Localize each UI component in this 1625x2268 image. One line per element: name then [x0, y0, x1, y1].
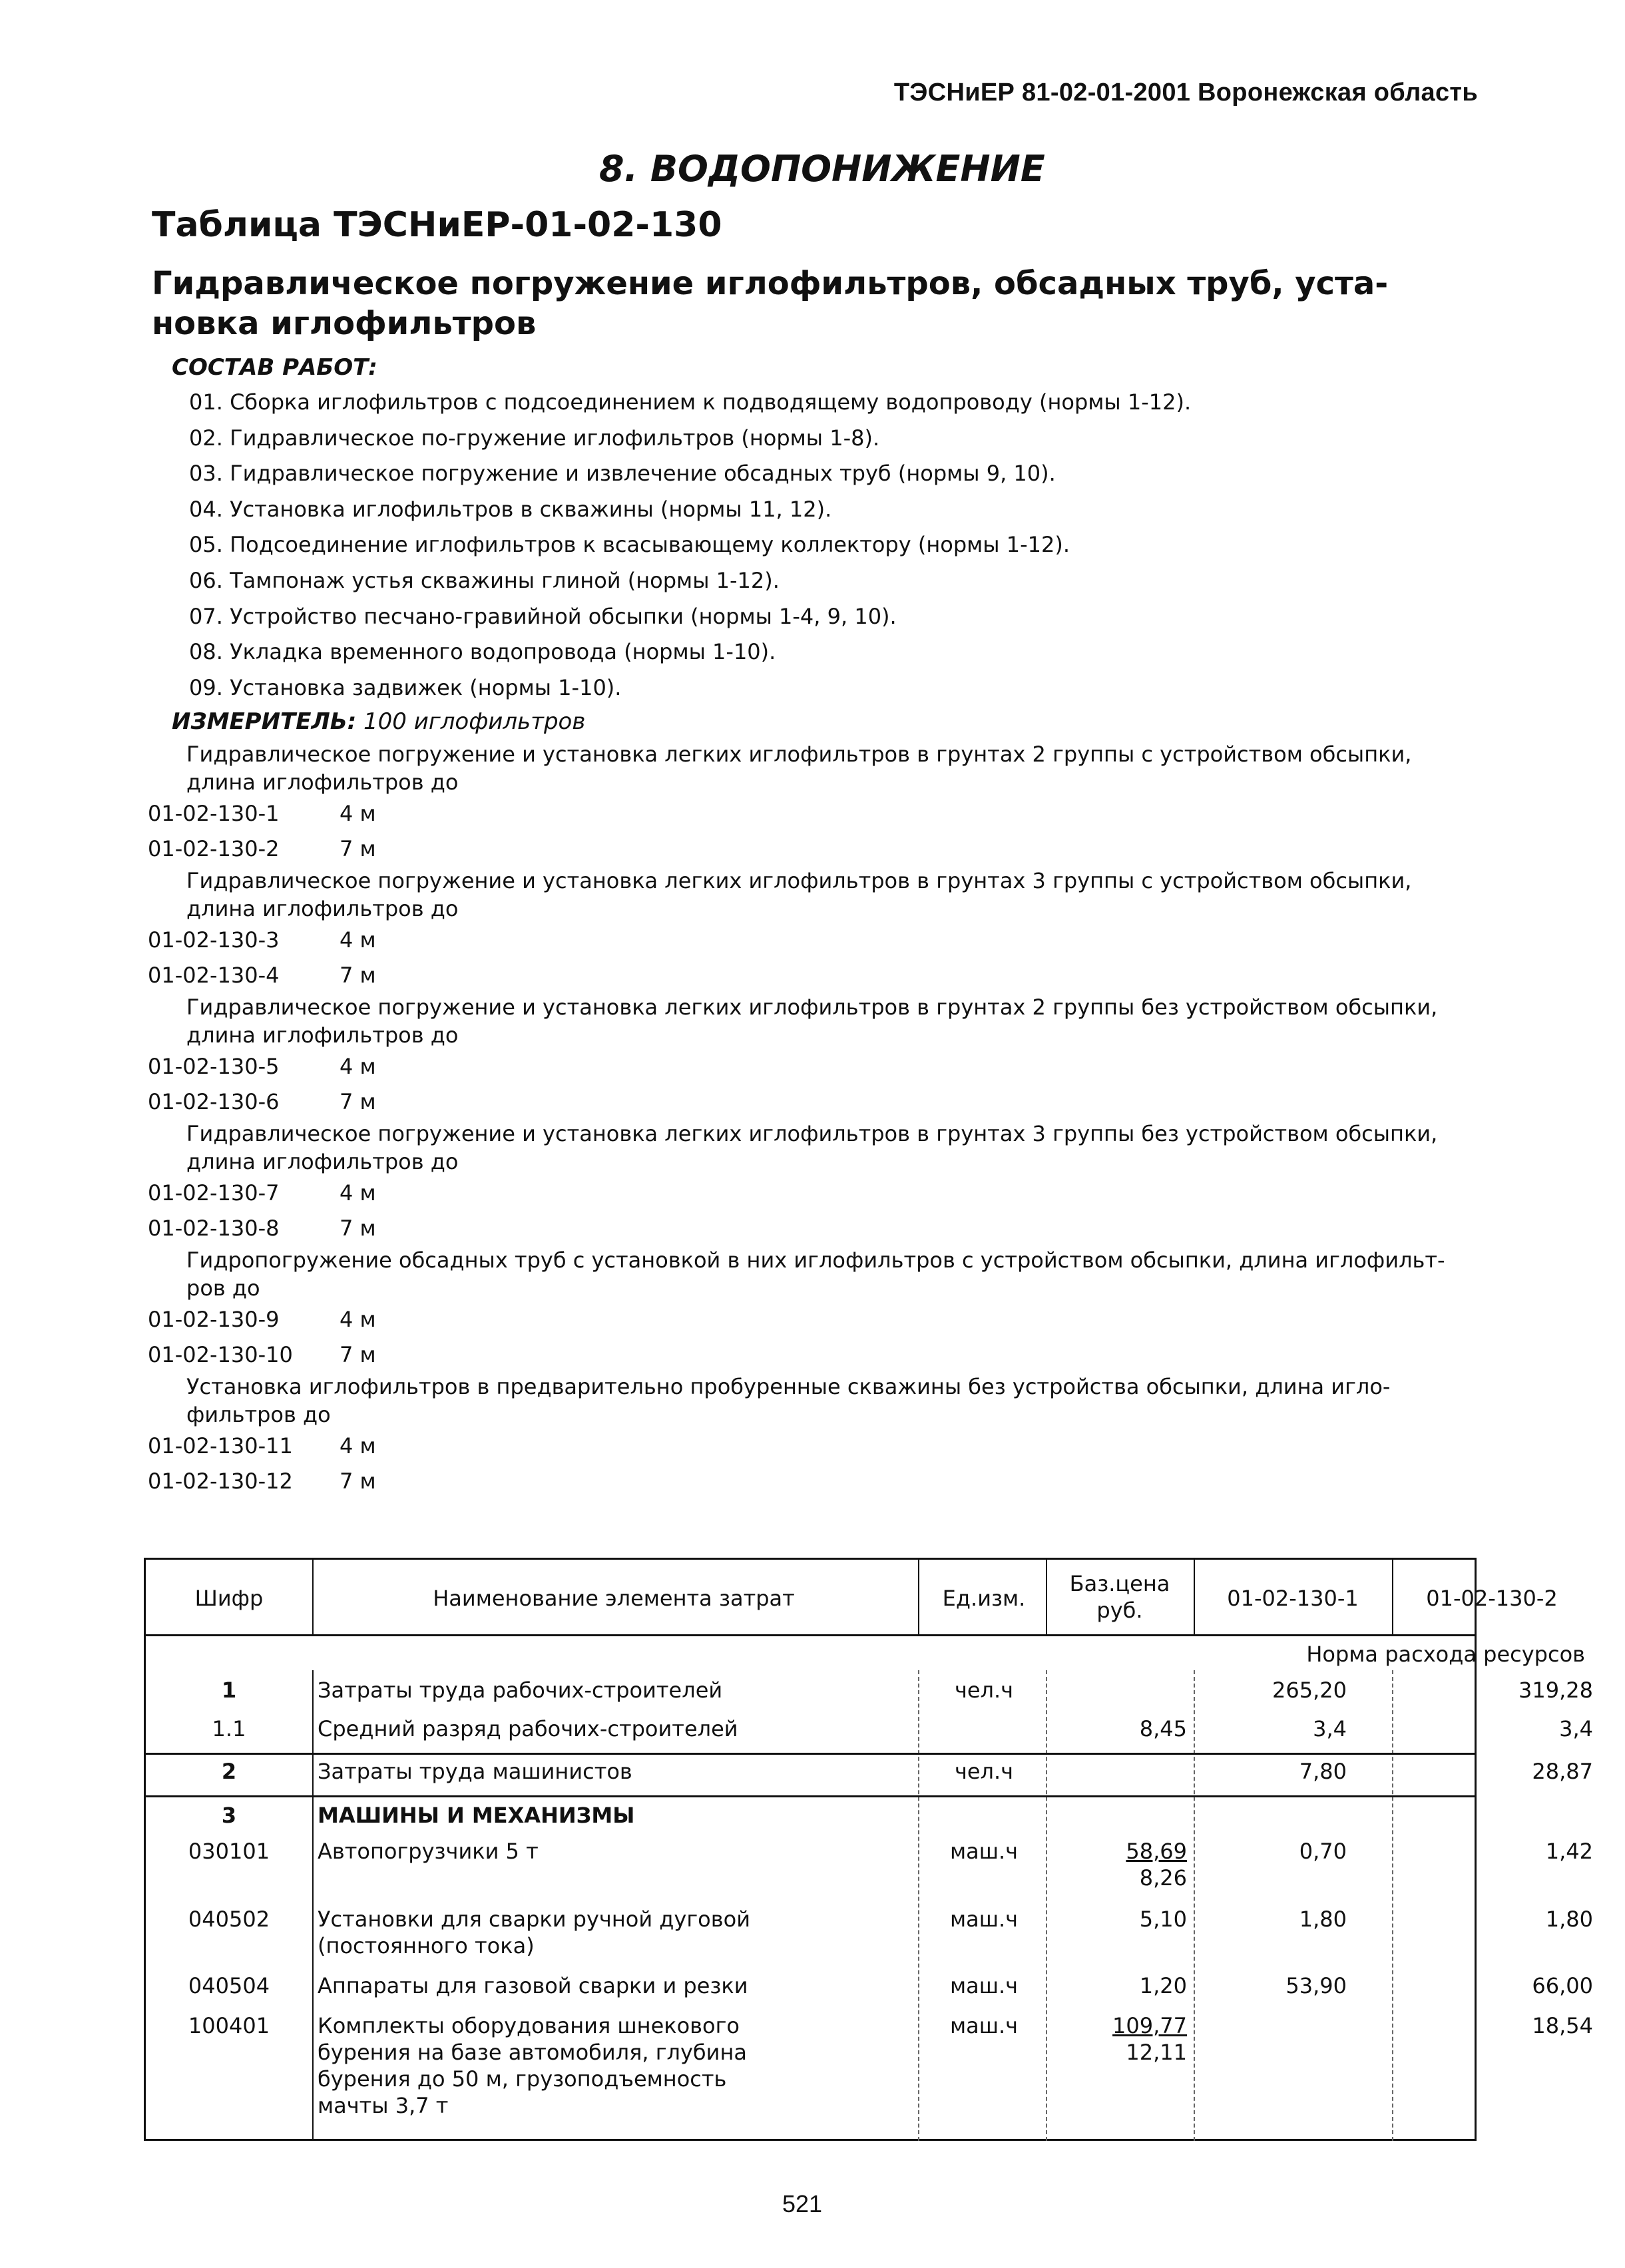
norm-row — [148, 1211, 1479, 1246]
row-code: 1.1 — [212, 1716, 246, 1741]
norm-row — [148, 923, 1479, 958]
row-code: 040504 — [188, 1973, 270, 1998]
norm-row — [148, 1049, 1479, 1084]
norm-length: 7 м — [340, 1342, 376, 1367]
row-value-1: 1,80 — [1299, 1907, 1347, 1932]
norm-row — [148, 831, 1479, 867]
row-value-2: 66,00 — [1532, 1973, 1593, 1998]
header-unit: Ед.изм. — [942, 1586, 1026, 1611]
row-value-2: 319,28 — [1518, 1678, 1593, 1703]
norm-length: 4 м — [340, 1307, 376, 1332]
work-item: 02. Гидравлическое по-гружение иглофильтров (нормы 1-8). — [189, 425, 880, 451]
norm-row — [148, 1084, 1479, 1120]
work-items-list — [189, 385, 1454, 706]
row-code: 040502 — [188, 1907, 270, 1932]
work-item: 03. Гидравлическое погружение и извлечение обсадных труб (нормы 9, 10). — [189, 461, 1056, 487]
header-col1: 01-02-130-1 — [1227, 1586, 1359, 1611]
norm-length: 4 м — [340, 1180, 376, 1206]
norm-group — [148, 867, 1479, 993]
norm-length: 7 м — [340, 1469, 376, 1494]
row-name: Средний разряд рабочих-строителей — [318, 1716, 738, 1741]
table-divider — [918, 1670, 919, 2141]
row-value-1: 0,70 — [1299, 1839, 1347, 1864]
table-divider — [1046, 1670, 1047, 2141]
norm-row — [148, 958, 1479, 993]
norm-code: 01-02-130-4 — [148, 963, 280, 988]
table-divider — [146, 1634, 1475, 1636]
table-subtitle-line: новка иглофильтров — [152, 305, 537, 342]
norm-row — [148, 1337, 1479, 1373]
norm-group — [148, 1246, 1479, 1373]
table-divider — [312, 1560, 314, 1634]
resource-table — [144, 1558, 1593, 2141]
norm-row — [148, 796, 1479, 831]
row-price: 58,69 8,26 — [1126, 1839, 1187, 1891]
work-item: 09. Установка задвижек (нормы 1-10). — [189, 674, 622, 700]
row-price: 1,20 — [1139, 1973, 1187, 1998]
norm-row — [148, 1176, 1479, 1211]
table-subtitle — [152, 264, 1470, 343]
measure-label: ИЗМЕРИТЕЛЬ: — [172, 708, 357, 735]
work-item: 01. Сборка иглофильтров с подсоединением к подводящему водопроводу (нормы 1-12). — [189, 389, 1192, 415]
norm-row — [148, 1429, 1479, 1464]
row-price: 109,77 12,11 — [1112, 2013, 1187, 2065]
measure-value: 100 иглофильтров — [363, 708, 586, 735]
row-name: Затраты труда рабочих-строителей — [318, 1678, 723, 1703]
norm-length: 7 м — [340, 836, 376, 861]
row-name: Аппараты для газовой сварки и резки — [318, 1973, 748, 1998]
norm-group — [148, 993, 1479, 1120]
row-unit: маш.ч — [949, 2013, 1019, 2038]
document-header: ТЭСНиЕР 81-02-01-2001 Воронежская область — [893, 79, 1478, 107]
group-description: Гидропогружение обсадных труб с установкой в них иглофильтров с устройством обсыпки, длина иглофильт- ров до — [186, 1247, 1445, 1301]
work-item: 04. Установка иглофильтров в скважины (нормы 11, 12). — [189, 496, 832, 522]
norm-code: 01-02-130-7 — [148, 1180, 280, 1206]
measure-line — [172, 708, 585, 735]
group-description: Гидравлическое погружение и установка легких иглофильтров в грунтах 3 группы с устройством обсыпки, длина иглофильтров до — [186, 868, 1412, 921]
row-value-2: 1,80 — [1545, 1907, 1593, 1932]
norm-groups — [148, 740, 1479, 1499]
norm-code: 01-02-130-8 — [148, 1216, 280, 1241]
row-name: МАШИНЫ И МЕХАНИЗМЫ — [318, 1803, 635, 1828]
row-value-1: 3,4 — [1313, 1716, 1347, 1741]
group-description: Установка иглофильтров в предварительно пробуренные скважины без устройства обсыпки, длина игло- фильтров до — [186, 1374, 1391, 1427]
row-code: 2 — [221, 1759, 237, 1784]
norm-length: 4 м — [340, 1054, 376, 1079]
group-description: Гидравлическое погружение и установка легких иглофильтров в грунтах 3 группы без устройством обсыпки, длина иглофильтров до — [186, 1121, 1438, 1174]
norm-length: 7 м — [340, 1216, 376, 1241]
row-value-2: 3,4 — [1559, 1716, 1593, 1741]
row-name: Затраты труда машинистов — [318, 1759, 632, 1784]
norm-row — [148, 1464, 1479, 1499]
group-description: Гидравлическое погружение и установка легких иглофильтров в грунтах 2 группы без устройством обсыпки, длина иглофильтров до — [186, 995, 1438, 1048]
norm-code: 01-02-130-3 — [148, 927, 280, 953]
table-divider — [1194, 1670, 1195, 2141]
row-name: Автопогрузчики 5 т — [318, 1839, 539, 1864]
group-description: Гидравлическое погружение и установка легких иглофильтров в грунтах 2 группы с устройством обсыпки, длина иглофильтров до — [186, 742, 1412, 795]
table-divider — [918, 1560, 919, 1634]
norm-group — [148, 1120, 1479, 1246]
table-subtitle-line: Гидравлическое погружение иглофильтров, обсадных труб, уста- — [152, 265, 1389, 302]
row-value-2: 18,54 — [1532, 2013, 1593, 2038]
header-code: Шифр — [194, 1586, 264, 1611]
row-unit: маш.ч — [949, 1907, 1019, 1932]
row-value-1: 7,80 — [1299, 1759, 1347, 1784]
norm-code: 01-02-130-1 — [148, 801, 280, 826]
table-title: Таблица ТЭСНиЕР-01-02-130 — [152, 205, 722, 245]
row-price: 8,45 — [1139, 1716, 1187, 1741]
norm-code: 01-02-130-6 — [148, 1089, 280, 1114]
work-item: 06. Тампонаж устья скважины глиной (нормы 1-12). — [189, 567, 780, 593]
norm-code: 01-02-130-5 — [148, 1054, 280, 1079]
norm-group — [148, 740, 1479, 867]
row-unit: чел.ч — [954, 1678, 1014, 1703]
table-divider — [146, 1795, 1475, 1797]
norm-length: 4 м — [340, 801, 376, 826]
row-price: 5,10 — [1139, 1907, 1187, 1932]
row-unit: маш.ч — [949, 1973, 1019, 1998]
row-value-2: 28,87 — [1532, 1759, 1593, 1784]
section-title: 8. ВОДОПОНИЖЕНИЕ — [599, 148, 1045, 190]
norm-caption: Норма расхода ресурсов — [1306, 1642, 1585, 1667]
header-col2: 01-02-130-2 — [1426, 1586, 1558, 1611]
norm-code: 01-02-130-2 — [148, 836, 280, 861]
row-unit: чел.ч — [954, 1759, 1014, 1784]
work-item: 07. Устройство песчано-гравийной обсыпки (нормы 1-4, 9, 10). — [189, 603, 897, 629]
row-name: Установки для сварки ручной дуговой (постоянного тока) — [318, 1907, 750, 1958]
work-item: 08. Укладка временного водопровода (нормы 1-10). — [189, 639, 776, 665]
table-divider — [146, 1753, 1475, 1755]
table-divider — [1392, 1670, 1393, 2141]
row-code: 1 — [221, 1678, 237, 1703]
header-price: Баз.цена руб. — [1069, 1571, 1170, 1623]
norm-code: 01-02-130-11 — [148, 1433, 293, 1459]
row-name: Комплекты оборудования шнекового бурения на базе автомобиля, глубина бурения до 50 м, грузоподъемность мачты 3,7 т — [318, 2013, 747, 2118]
norm-code: 01-02-130-9 — [148, 1307, 280, 1332]
norm-length: 7 м — [340, 963, 376, 988]
composition-label: СОСТАВ РАБОТ: — [172, 354, 377, 381]
row-code: 030101 — [188, 1839, 270, 1864]
norm-length: 4 м — [340, 927, 376, 953]
norm-group — [148, 1373, 1479, 1499]
row-code: 3 — [221, 1803, 237, 1828]
row-code: 100401 — [188, 2013, 270, 2038]
norm-length: 7 м — [340, 1089, 376, 1114]
row-unit: маш.ч — [949, 1839, 1019, 1864]
table-divider — [312, 1670, 314, 2141]
row-value-1: 53,90 — [1285, 1973, 1347, 1998]
header-name: Наименование элемента затрат — [433, 1586, 795, 1611]
norm-code: 01-02-130-12 — [148, 1469, 293, 1494]
norm-row — [148, 1302, 1479, 1337]
row-value-1: 265,20 — [1272, 1678, 1347, 1703]
norm-length: 4 м — [340, 1433, 376, 1459]
row-value-2: 1,42 — [1545, 1839, 1593, 1864]
norm-code: 01-02-130-10 — [148, 1342, 293, 1367]
page-number: 521 — [782, 2190, 823, 2217]
work-item: 05. Подсоединение иглофильтров к всасывающему коллектору (нормы 1-12). — [189, 532, 1070, 558]
